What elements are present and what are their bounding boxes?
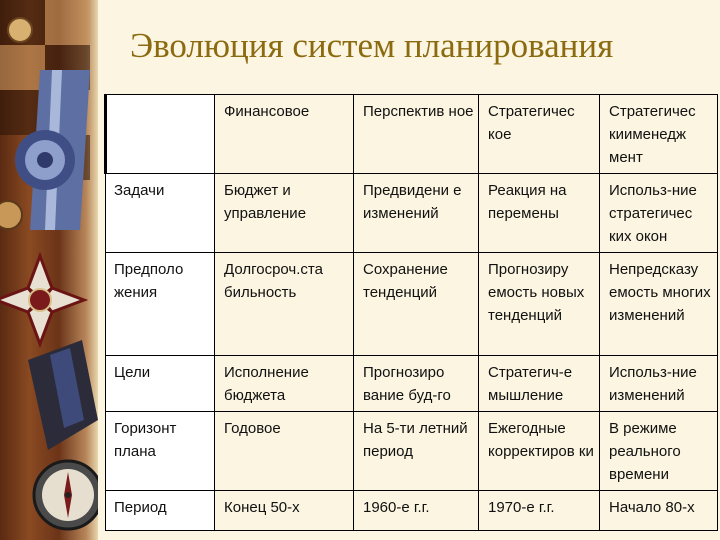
header-cell: Перспектив ное — [354, 95, 479, 174]
table-cell: Предвидени е изменений — [354, 174, 479, 253]
row-header-cell: Период — [106, 491, 215, 531]
table-cell: Использ-ние изменений — [600, 356, 718, 412]
table-cell: Начало 80-х — [600, 491, 718, 531]
rosette-icon — [15, 130, 75, 190]
table-cell: Бюджет и управление — [215, 174, 354, 253]
table-cell: Годовое — [215, 412, 354, 491]
table-cell: На 5-ти летний период — [354, 412, 479, 491]
table-cell: Использ-ние стратегичес ких окон — [600, 174, 718, 253]
table-cell: 1970-е г.г. — [479, 491, 600, 531]
table-cell: Стратегич-е мышление — [479, 356, 600, 412]
row-header-cell: Задачи — [106, 174, 215, 253]
table-row — [106, 356, 718, 412]
header-row — [106, 95, 718, 174]
header-cell: Стратегичес кое — [479, 95, 600, 174]
medal-collage — [0, 0, 98, 540]
planning-evolution-table — [104, 94, 718, 531]
table-cell: 1960-е г.г. — [354, 491, 479, 531]
table-cell: Конец 50-х — [215, 491, 354, 531]
table-cell: Исполнение бюджета — [215, 356, 354, 412]
decorative-medal-image — [0, 0, 98, 540]
table-cell: Прогнозиру емость новых тенденций — [479, 253, 600, 356]
table-row — [106, 174, 718, 253]
slide-title: Эволюция систем планирования — [130, 26, 614, 65]
table-cell: В режиме реального времени — [600, 412, 718, 491]
table-row — [106, 491, 718, 531]
table-cell: Ежегодные корректиров ки — [479, 412, 600, 491]
table-cell: Реакция на перемены — [479, 174, 600, 253]
row-header-cell: Цели — [106, 356, 215, 412]
table-cell: Прогнозиро вание буд-го — [354, 356, 479, 412]
header-cell: Финансовое — [215, 95, 354, 174]
table-cell: Сохранение тенденций — [354, 253, 479, 356]
row-header-cell: Горизонт плана — [106, 412, 215, 491]
header-corner-cell — [106, 95, 215, 174]
table-cell: Непредсказу емость многих изменений — [600, 253, 718, 356]
table-cell: Долгосроч.ста бильность — [215, 253, 354, 356]
row-header-cell: Предполо жения — [106, 253, 215, 356]
table-row — [106, 253, 718, 356]
medal-cross-icon — [0, 256, 84, 344]
compass-icon — [34, 461, 98, 529]
table-row — [106, 412, 718, 491]
header-cell: Стратегичес киименедж мент — [600, 95, 718, 174]
